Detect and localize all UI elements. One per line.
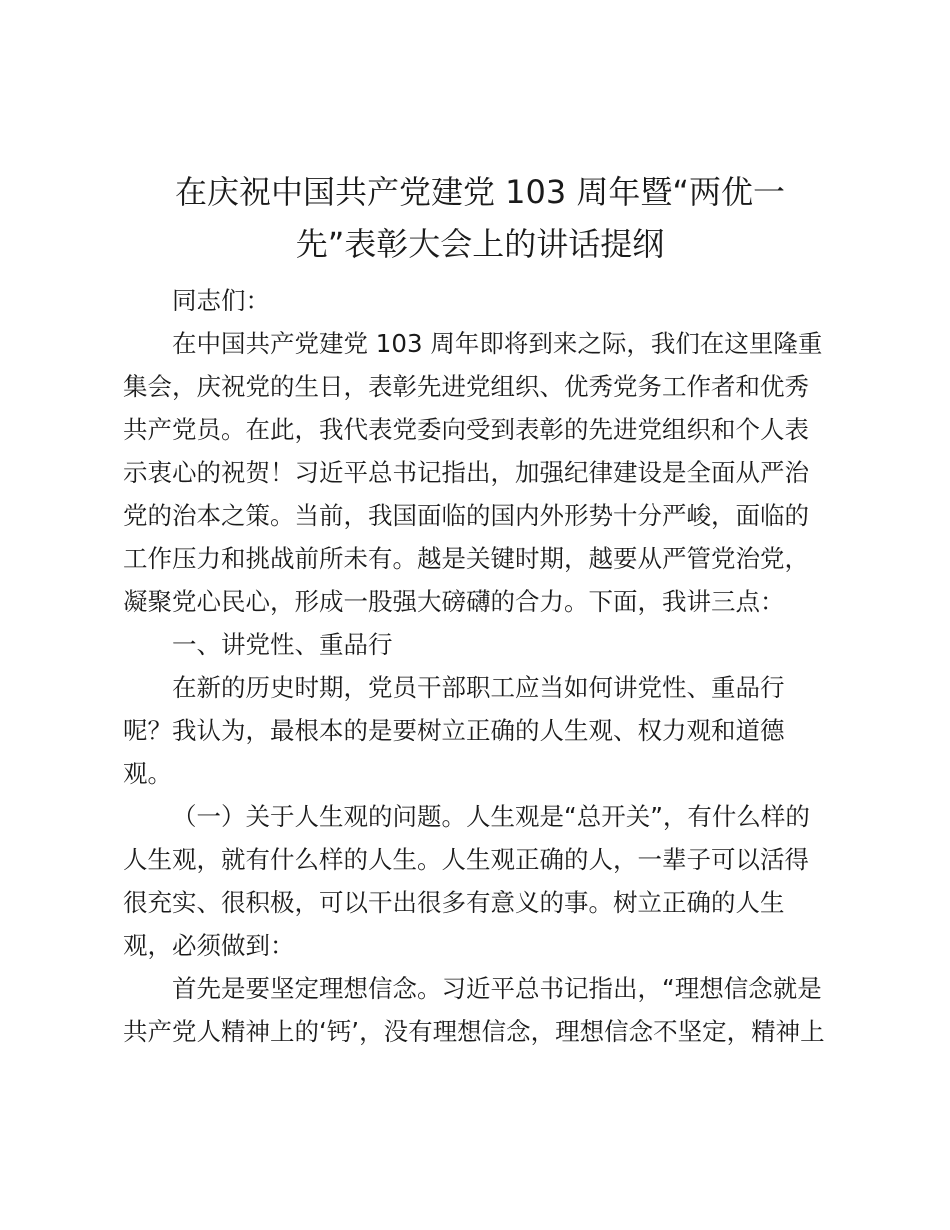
- text-line: 工作压力和挑战前所未有。越是关键时期，越要从严管党治党，: [123, 544, 809, 573]
- text-line: 观。: [123, 759, 172, 788]
- text-line: 呢？我认为，最根本的是要树立正确的人生观、权力观和道德: [123, 716, 785, 745]
- opening-paragraph: [123, 322, 843, 623]
- text-line: 同志们：: [172, 286, 270, 315]
- text-line: 在中国共产党建党 103 周年即将到来之际，我们在这里隆重: [172, 329, 823, 358]
- document-title: [120, 166, 840, 270]
- subsection-paragraph: [123, 795, 843, 967]
- title-line-1: 在庆祝中国共产党建党 103 周年暨“两优一: [174, 173, 785, 211]
- text-line: 在新的历史时期，党员干部职工应当如何讲党性、重品行: [172, 673, 785, 702]
- text-line: 观，必须做到：: [123, 931, 295, 960]
- text-line: 首先是要坚定理想信念。习近平总书记指出，“理想信念就是: [172, 974, 822, 1003]
- text-line: 党的治本之策。当前，我国面临的国内外形势十分严峻，面临的: [123, 501, 809, 530]
- text-line: 很充实、很积极，可以干出很多有意义的事。树立正确的人生: [123, 888, 785, 917]
- section-heading: [123, 623, 843, 666]
- salutation-paragraph: [123, 279, 843, 322]
- document-body: [123, 279, 843, 1053]
- text-line: 集会，庆祝党的生日，表彰先进党组织、优秀党务工作者和优秀: [123, 372, 809, 401]
- ideals-paragraph: [123, 967, 843, 1053]
- text-line: 共产党人精神上的‘钙’，没有理想信念，理想信念不坚定，精神上: [123, 1017, 825, 1046]
- text-line: 人生观，就有什么样的人生。人生观正确的人，一辈子可以活得: [123, 845, 809, 874]
- section-intro-paragraph: [123, 666, 843, 795]
- text-line: （一）关于人生观的问题。人生观是“总开关”，有什么样的: [172, 802, 810, 831]
- text-line: 共产党员。在此，我代表党委向受到表彰的先进党组织和个人表: [123, 415, 809, 444]
- text-line: 一、讲党性、重品行: [172, 630, 393, 659]
- text-line: 凝聚党心民心，形成一股强大磅礴的合力。下面，我讲三点：: [123, 587, 785, 616]
- title-line-2: 先”表彰大会上的讲话提纲: [295, 225, 665, 263]
- text-line: 示衷心的祝贺！习近平总书记指出，加强纪律建设是全面从严治: [123, 458, 809, 487]
